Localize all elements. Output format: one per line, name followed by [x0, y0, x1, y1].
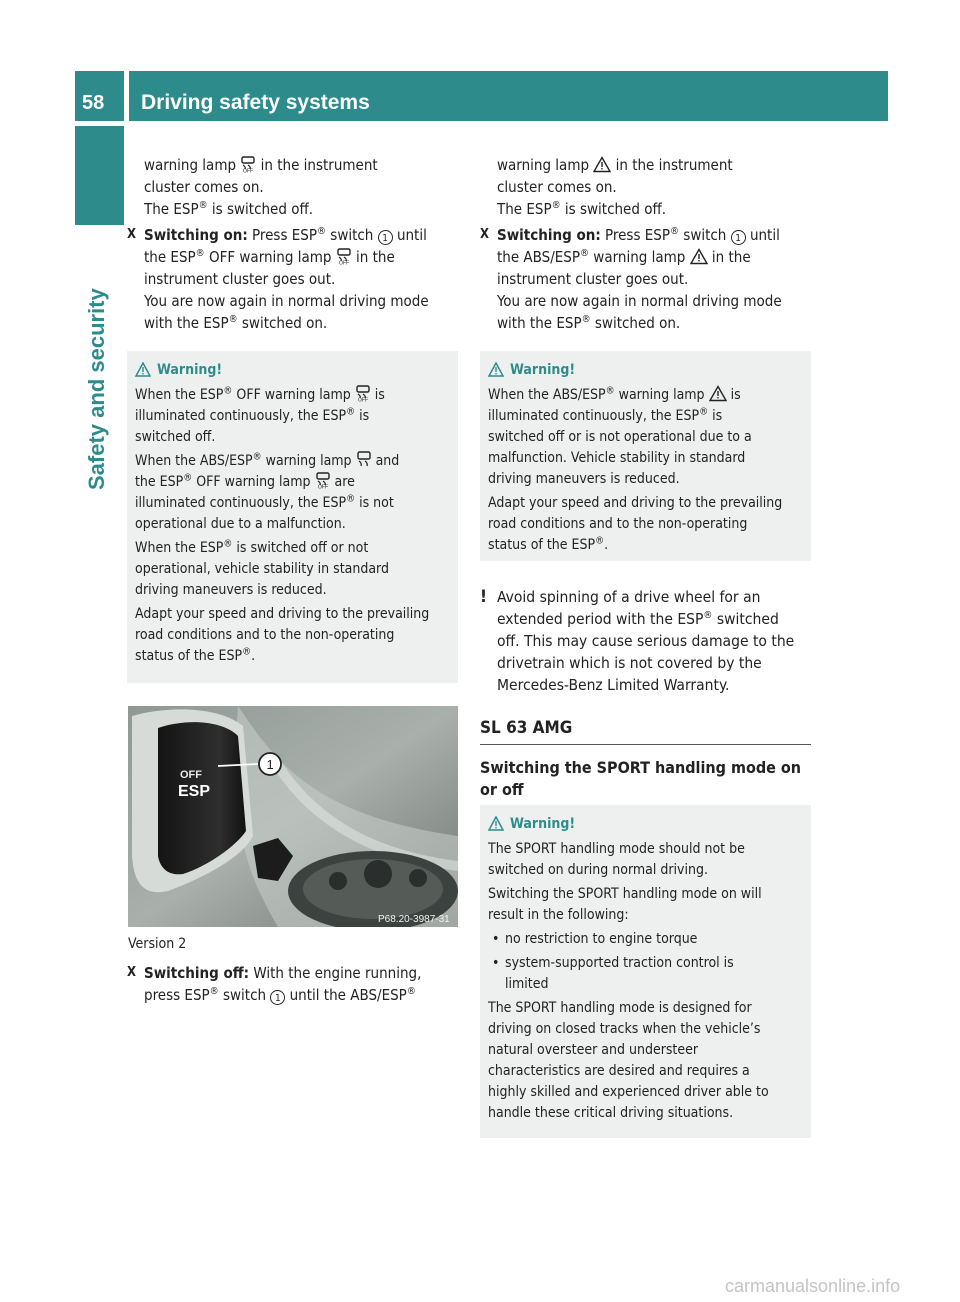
damage-notice: ! Avoid spinning of a drive wheel for an extended period with the ESP® switched off. This may cause serious damage to the drivetrain which is not covered by the Mercedes-Benz Limited Warranty. [480, 587, 795, 694]
warning-paragraph: The SPORT handling mode should not be switched on during normal driving. [488, 841, 745, 878]
callout-1-icon: 1 [378, 230, 393, 245]
list-item: • system-supported traction control is limited [488, 953, 803, 995]
right-switching-on: X Switching on: Press ESP® switch 1 until the ABS/ESP® warning lamp in the instrument cluster goes out. You are now again in normal driving mode with the ESP® switched on. [480, 226, 782, 332]
svg-text:OFF: OFF [338, 260, 349, 265]
callout-1-icon: 1 [731, 230, 746, 245]
instruction-arrow-icon: X [127, 965, 137, 980]
left-switching-on: X Switching on: Press ESP® switch 1 until the ESP® OFF warning lamp OFF in the instrument cluster goes out. You are now again in normal driving mode with the ESP® switched on. [127, 226, 429, 332]
notice-exclamation-icon: ! [480, 587, 487, 607]
switch-esp-label: ESP [178, 783, 211, 800]
warning-triangle-icon [135, 362, 151, 377]
left-warning-box [127, 351, 458, 683]
left-column-top [127, 154, 459, 334]
section-heading: SL 63 AMG [480, 718, 811, 745]
list-item: • no restriction to engine torque [488, 929, 803, 950]
warning-paragraph: Switching the SPORT handling mode on will result in the following: [488, 886, 762, 923]
instruction-arrow-icon: X [127, 227, 137, 242]
right-warning-box [480, 351, 811, 561]
warning-heading: Warning! [488, 814, 803, 835]
right-cont-paragraph: warning lamp in the instrument cluster comes on. The ESP® is switched off. [497, 156, 733, 218]
esp-switch-photo [128, 706, 458, 927]
esp-lamp-icon [356, 451, 372, 468]
switch-off-label: OFF [180, 769, 202, 781]
subsection-heading: Switching the SPORT handling mode on or off [480, 758, 802, 799]
callout-number: 1 [266, 757, 274, 772]
right-column-top [480, 154, 812, 334]
warning-paragraph: Adapt your speed and driving to the prevailing road conditions and to the non-operating status of the ESP®. [488, 495, 783, 553]
warning-heading: Warning! [488, 360, 803, 381]
warning-paragraph: When the ESP® is switched off or not operational, vehicle stability in standard driving maneuvers is reduced. [135, 538, 389, 598]
instruction-arrow-icon: X [480, 227, 490, 242]
esp-off-lamp-icon [315, 472, 331, 489]
figure-caption: Version 2 [128, 936, 187, 952]
svg-text:OFF: OFF [243, 168, 254, 173]
page-number: 58 [82, 92, 105, 114]
esp-switch-illustration [128, 706, 458, 927]
page-title: Driving safety systems [141, 91, 370, 114]
side-section-label: Safety and security [84, 288, 109, 490]
svg-text:OFF: OFF [357, 397, 368, 402]
esp-off-lamp-icon [355, 385, 371, 402]
abs-esp-warning-lamp-icon [593, 156, 611, 173]
warning-paragraph: When the ABS/ESP® warning lamp and the ESP® OFF warning lamp OFF are illuminated continuously, the ESP® is not operational due to a malfunction. [135, 451, 400, 532]
callout-1-icon: 1 [270, 990, 285, 1005]
side-tab [75, 126, 124, 225]
abs-esp-warning-lamp-icon [690, 248, 708, 265]
esp-off-lamp-icon [240, 156, 256, 173]
warning-paragraph: When the ABS/ESP® warning lamp is illuminated continuously, the ESP® is switched off or is not operational due to a malfunction. Vehicle stability in standard driving maneuvers is reduced. [488, 385, 752, 487]
warning-triangle-icon [488, 816, 504, 831]
left-switching-off [127, 962, 459, 1006]
warning-paragraph: When the ESP® OFF warning lamp OFF is illuminated continuously, the ESP® is switched off. [135, 385, 385, 445]
watermark: carmanualsonline.info [725, 1276, 901, 1296]
switching-off-instruction: X Switching off: With the engine running, press ESP® switch 1 until the ABS/ESP® [127, 964, 422, 1004]
abs-esp-warning-lamp-icon [709, 385, 727, 402]
warning-paragraph: Adapt your speed and driving to the prevailing road conditions and to the non-operating status of the ESP®. [135, 606, 430, 664]
esp-off-lamp-icon [336, 248, 352, 265]
warning-heading: Warning! [135, 360, 450, 381]
warning-triangle-icon [488, 362, 504, 377]
svg-text:OFF: OFF [317, 484, 328, 489]
warning-paragraph: The SPORT handling mode is designed for driving on closed tracks when the vehicle’s natural oversteer and understeer characteristics are desired and requires a highly skilled and experienced driver able to handle these critical driving situations. [488, 1000, 769, 1121]
left-cont-paragraph: warning lamp OFF in the instrument cluster comes on. The ESP® is switched off. [144, 156, 378, 218]
sport-mode-warning-box [480, 805, 811, 1138]
figure-code: P68.20-3987-31 [378, 914, 450, 925]
